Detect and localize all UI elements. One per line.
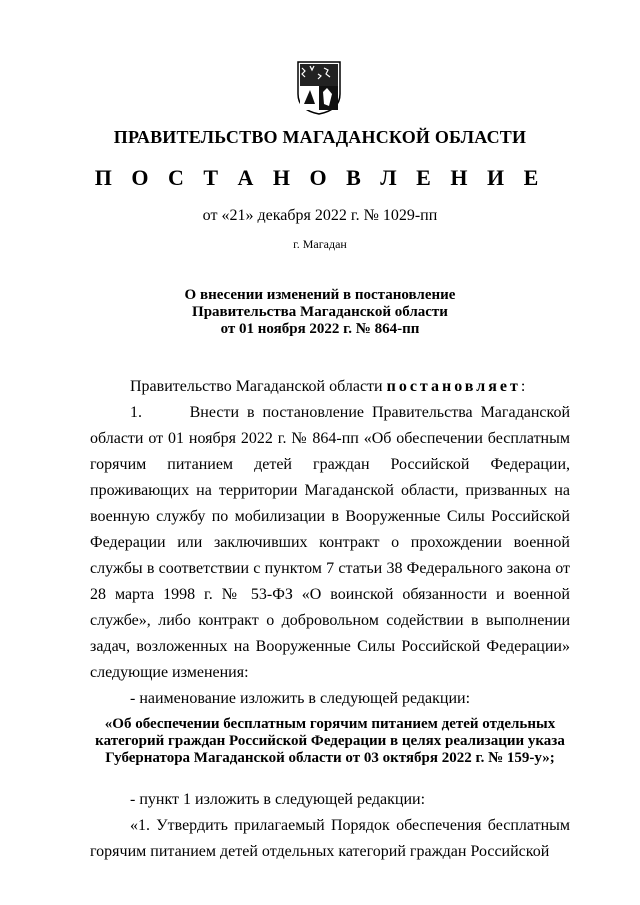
title-line: О внесении изменений в постановление	[184, 287, 456, 303]
item-1-paragraph: 1. Внести в постановление Правительства Магаданской области от 01 ноября 2022 г. № 864-пп «Об обеспечении бесплатным горячим питанием детей граждан Российской Федерации, проживающих на территории Магаданской области, призванных на военную службу по мобилизации в Вооруженные Силы Российской Федерации или заключивших контракт о прохождении военной службы в соответствии с пунктом 7 статьи 38 Федерального закона от 28 марта 1998 г. № 53-ФЗ «О воинской обязанности и военной службе», либо контракт о добровольном содействии в выполнении задач, возложенных на Вооруженные Силы Российской Федерации» следующие изменения:	[90, 404, 570, 681]
document-title	[0, 287, 640, 338]
intro-prefix: Правительство Магаданской области	[130, 378, 387, 395]
coat-of-arms-emblem	[296, 60, 342, 116]
document-body	[90, 374, 570, 865]
city: г. Магадан	[293, 237, 347, 251]
point-1-paragraph: «1. Утвердить прилагаемый Порядок обеспечения бесплатным горячим питанием детей отдельных категорий граждан Российской	[90, 817, 570, 860]
dash-item-1: - наименование изложить в следующей редакции:	[130, 690, 471, 707]
dash-item-2: - пункт 1 изложить в следующей редакции:	[130, 791, 426, 808]
intro-paragraph	[90, 374, 570, 400]
title-line: Правительства Магаданской области	[192, 304, 448, 320]
new-title-quote: «Об обеспечении бесплатным горячим питанием детей отдельных категорий граждан Российской Федерации в целях реализации указа Губернатора Магаданской области от 03 октября 2022 г. № 159-у»;	[95, 716, 565, 766]
date-and-number: от «21» декабря 2022 г. № 1029-пп	[202, 207, 438, 224]
intro-suffix: :	[520, 378, 526, 395]
government-name: ПРАВИТЕЛЬСТВО МАГАДАНСКОЙ ОБЛАСТИ	[113, 127, 527, 147]
title-line: от 01 ноября 2022 г. № 864-пп	[220, 321, 420, 337]
intro-spaced-word: постановляет	[386, 378, 521, 395]
document-type: П О С Т А Н О В Л Е Н И Е	[94, 165, 546, 190]
